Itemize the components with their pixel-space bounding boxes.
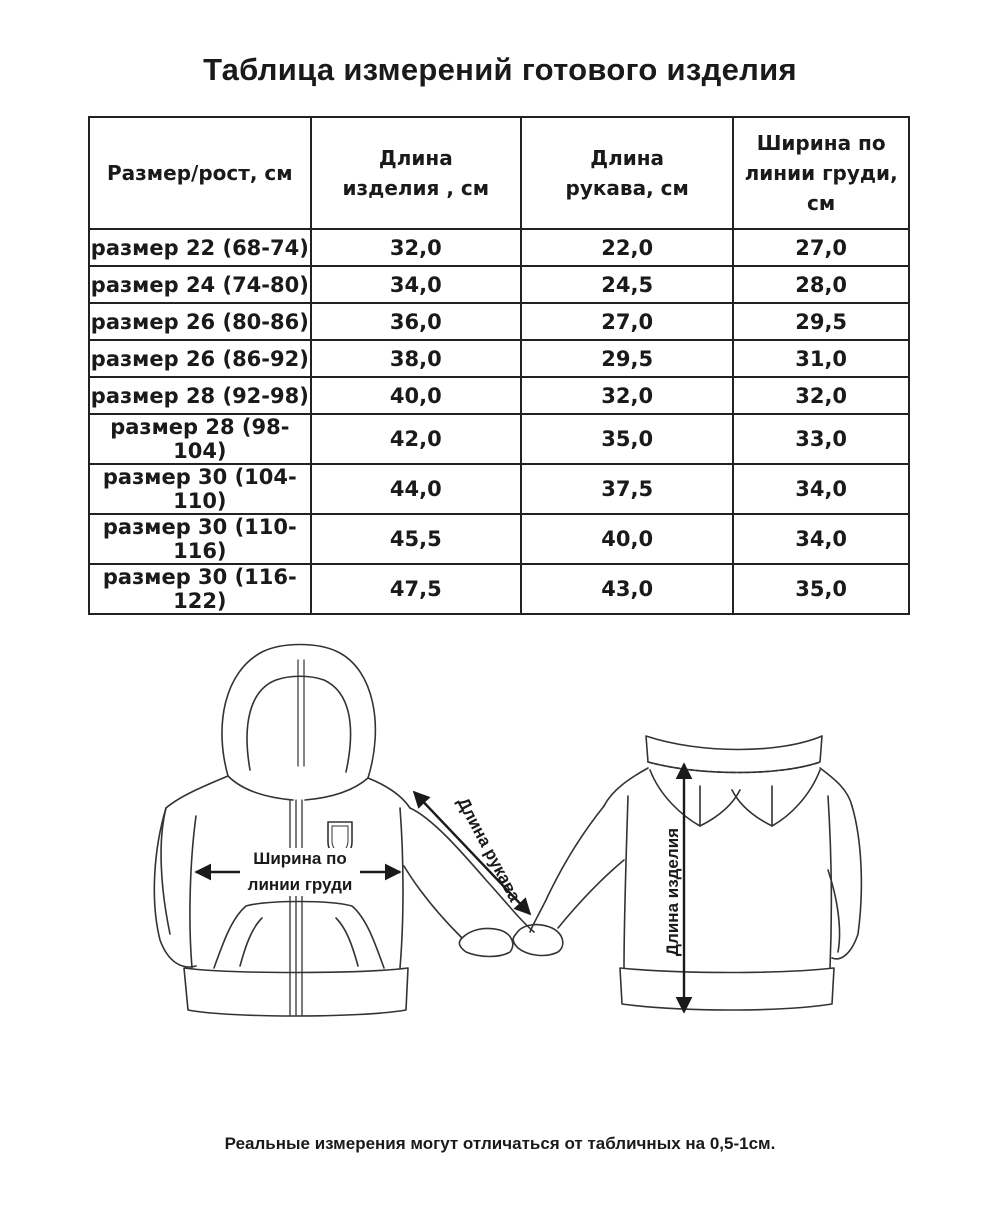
header-length: Длина изделия , см — [311, 117, 521, 229]
size-cell: размер 24 (74-80) — [89, 266, 311, 303]
table-header-row — [89, 117, 909, 229]
chest-cell: 28,0 — [733, 266, 909, 303]
chest-cell: 32,0 — [733, 377, 909, 414]
chest-cell: 34,0 — [733, 514, 909, 564]
length-cell: 38,0 — [311, 340, 521, 377]
back-jacket-drawing — [513, 736, 861, 1010]
length-cell: 45,5 — [311, 514, 521, 564]
chest-cell: 35,0 — [733, 564, 909, 614]
table-row — [89, 303, 909, 340]
chest-cell: 34,0 — [733, 464, 909, 514]
table-row — [89, 229, 909, 266]
size-cell: размер 26 (80-86) — [89, 303, 311, 340]
table-row — [89, 377, 909, 414]
length-cell: 34,0 — [311, 266, 521, 303]
length-cell: 32,0 — [311, 229, 521, 266]
chest-cell: 27,0 — [733, 229, 909, 266]
header-chest: Ширина по линии груди, см — [733, 117, 909, 229]
size-cell: размер 28 (92-98) — [89, 377, 311, 414]
size-cell: размер 30 (104-110) — [89, 464, 311, 514]
header-size: Размер/рост, см — [89, 117, 311, 229]
length-cell: 40,0 — [311, 377, 521, 414]
sleeve-cell: 35,0 — [521, 414, 733, 464]
size-cell: размер 30 (116-122) — [89, 564, 311, 614]
table-row — [89, 514, 909, 564]
sleeve-cell: 37,5 — [521, 464, 733, 514]
sleeve-cell: 32,0 — [521, 377, 733, 414]
sleeve-cell: 29,5 — [521, 340, 733, 377]
size-cell: размер 30 (110-116) — [89, 514, 311, 564]
chest-label-line1: Ширина по — [253, 849, 347, 868]
sleeve-cell: 22,0 — [521, 229, 733, 266]
table-row — [89, 464, 909, 514]
length-cell: 42,0 — [311, 414, 521, 464]
measurement-illustration — [0, 600, 1000, 1040]
sleeve-cell: 27,0 — [521, 303, 733, 340]
table-row — [89, 266, 909, 303]
sleeve-label: Длина рукава — [453, 794, 525, 905]
header-sleeve: Длина рукава, см — [521, 117, 733, 229]
length-label: Длина изделия — [663, 827, 682, 957]
disclaimer-note: Реальные измерения могут отличаться от табличных на 0,5-1см. — [224, 1134, 776, 1153]
length-cell: 47,5 — [311, 564, 521, 614]
chest-label-line2: линии груди — [247, 875, 353, 894]
size-cell: размер 28 (98-104) — [89, 414, 311, 464]
size-cell: размер 22 (68-74) — [89, 229, 311, 266]
size-cell: размер 26 (86-92) — [89, 340, 311, 377]
length-cell: 36,0 — [311, 303, 521, 340]
length-cell: 44,0 — [311, 464, 521, 514]
sleeve-cell: 40,0 — [521, 514, 733, 564]
table-row — [89, 414, 909, 464]
size-table — [88, 116, 910, 615]
chest-cell: 33,0 — [733, 414, 909, 464]
sleeve-cell: 24,5 — [521, 266, 733, 303]
chest-cell: 29,5 — [733, 303, 909, 340]
table-row — [89, 340, 909, 377]
chest-cell: 31,0 — [733, 340, 909, 377]
sleeve-cell: 43,0 — [521, 564, 733, 614]
page-title: Таблица измерений готового изделия — [203, 52, 797, 87]
